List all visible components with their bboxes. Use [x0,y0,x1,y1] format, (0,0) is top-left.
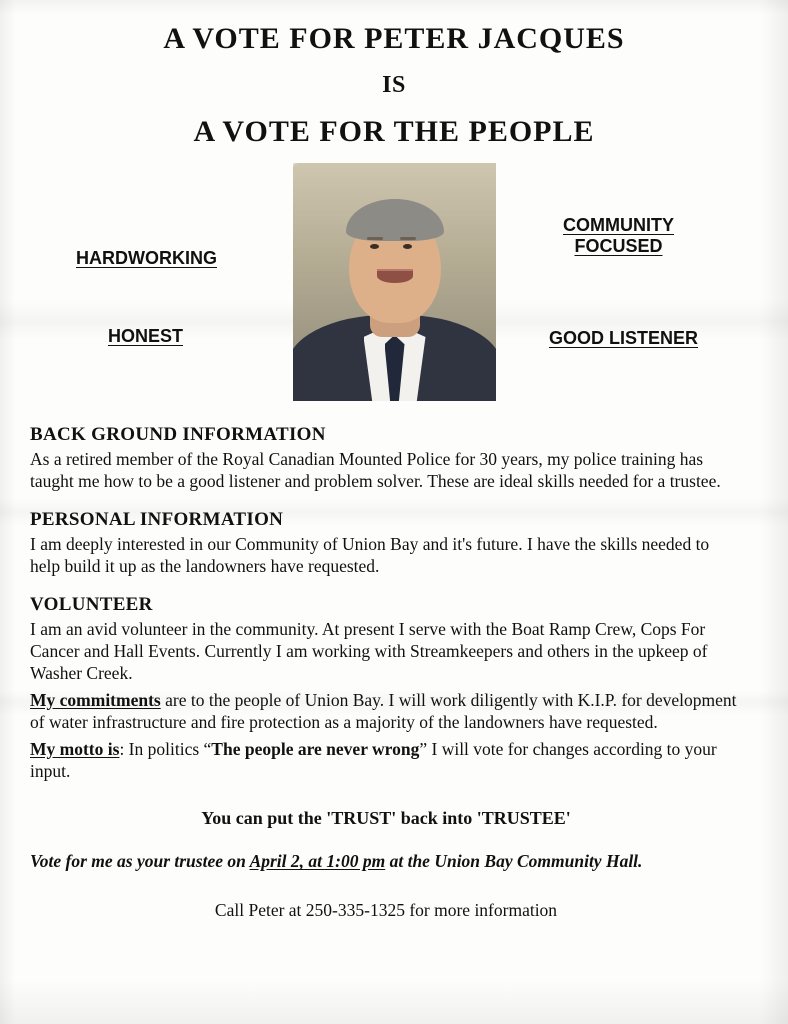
motto-tail: ” I will vote for changes according to your input. [30,738,717,781]
portrait-brow-left [367,237,383,240]
vote-details-line [30,851,742,872]
portrait-brow-right [400,237,416,240]
hero-section [0,163,788,408]
vote-suffix: at the Union Bay Community Hall. [385,851,643,872]
headline-line-1: A VOTE FOR PETER JACQUES [163,22,625,55]
attribute-community-line-2: FOCUSED [574,236,663,256]
vote-date-time: April 2, at 1:00 pm [249,851,386,872]
attribute-honest: HONEST [108,326,184,346]
portrait-mouth [377,269,413,283]
headline-line-2: IS [382,72,406,98]
portrait-eye-right [403,244,412,249]
section-body-volunteer: I am an avid volunteer in the community. At present I serve with the Boat Ramp Crew, Cops For Cancer and Hall Events. Currently I am working with Streamkeepers and others in the upkeep of Washer Creek. [30,618,708,684]
motto-quote: The people are never wrong [211,738,420,759]
headline-line-3: A VOTE FOR THE PEOPLE [193,115,595,148]
section-body-background: As a retired member of the Royal Canadian Mounted Police for 30 years, my police training has taught me how to be a good listener and problem solver. These are ideal skills needed for a trustee. [30,449,721,492]
section-title-personal: PERSONAL INFORMATION [30,508,284,530]
commitments-label: My commitments [30,689,161,710]
commitments-text: are to the people of Union Bay. I will work diligently with K.I.P. for development of water infrastructure and fire protection as a majority of the landowners have requested. [30,689,737,733]
motto-paragraph [30,738,742,783]
attribute-hardworking: HARDWORKING [76,248,217,268]
contact-line: Call Peter at 250-335-1325 for more information [214,900,558,921]
portrait-figure [293,233,496,401]
section-title-volunteer: VOLUNTEER [30,593,153,615]
section-body-personal: I am deeply interested in our Community of Union Bay and it's future. I have the skills needed to help build it up as the landowners have requested. [30,533,710,577]
body-content [0,424,788,921]
attribute-community-line-1: COMMUNITY [563,215,674,235]
motto-lead: : In politics “ [119,738,212,759]
vote-prefix: Vote for me as your trustee on [30,851,250,872]
motto-label: My motto is [30,738,120,759]
attribute-good-listener: GOOD LISTENER [549,328,699,348]
section-title-background: BACK GROUND INFORMATION [30,424,326,445]
headline-block [0,22,788,149]
trust-slogan: You can put the 'TRUST' back into 'TRUSTEE' [201,808,571,829]
candidate-portrait-photo [293,163,496,401]
portrait-eye-left [370,244,379,249]
commitments-paragraph [30,689,742,734]
attribute-community-focused [563,215,674,257]
